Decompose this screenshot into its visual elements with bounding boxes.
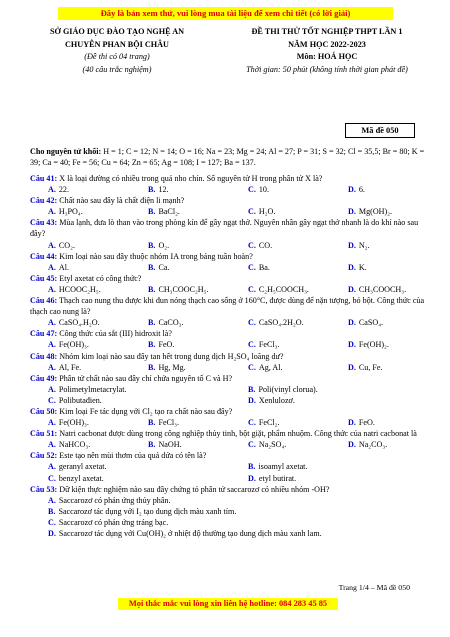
- option-text: CaSO₄.2H₂O.: [258, 318, 304, 328]
- answer-option: [30, 240, 130, 251]
- option-letter: B.: [148, 185, 156, 195]
- question-list: [30, 173, 430, 539]
- question-number: Câu 48:: [30, 351, 58, 361]
- option-letter: A.: [48, 318, 56, 328]
- option-text: etyl butirat.: [258, 473, 297, 483]
- answer-option: [130, 317, 230, 328]
- question-number: Câu 43:: [30, 218, 58, 228]
- option-letter: D.: [248, 395, 256, 405]
- option-letter: B.: [148, 340, 156, 350]
- answer-option: [330, 339, 430, 350]
- question-text: Thạch cao nung thu được khi đun nóng thạch cao sống ở 160°C, được dùng để nặn tượng, bó bột. Công thức của thạch cao nung là?: [30, 296, 425, 317]
- option-letter: A.: [48, 462, 56, 472]
- option-letter: A.: [48, 284, 56, 294]
- question-number: Câu 47:: [30, 329, 58, 339]
- question-text: Dữ kiện thực nghiệm nào sau đây chứng tỏ phân tử saccarozơ có nhiều nhóm -OH?: [59, 484, 330, 494]
- option-letter: C.: [248, 207, 256, 217]
- option-letter: D.: [48, 529, 56, 538]
- option-text: Al.: [58, 262, 69, 272]
- answer-options: [30, 461, 430, 472]
- school-name: CHUYÊN PHAN BỘI CHÂU: [65, 39, 169, 49]
- option-letter: A.: [48, 362, 56, 372]
- page-count-note: (Đề thi có 04 trang): [84, 52, 150, 61]
- option-letter: B.: [148, 207, 156, 217]
- option-letter: C.: [48, 395, 56, 405]
- answer-option: [30, 184, 130, 195]
- option-letter: B.: [148, 318, 156, 328]
- option-letter: A.: [48, 185, 56, 195]
- option-letter: B.: [148, 362, 156, 372]
- answer-option: [130, 262, 230, 273]
- option-letter: D.: [348, 340, 356, 350]
- answer-options: [30, 439, 430, 450]
- option-text: Fe(OH)₃.: [58, 418, 89, 428]
- question-stem: [30, 450, 430, 461]
- answer-options: [30, 206, 430, 217]
- question-text: Este tạo nên mùi thơm của quả dứa có tên là?: [59, 451, 207, 461]
- option-text: CH₃COOC₂H₅.: [158, 284, 209, 294]
- option-text: 22.: [58, 185, 69, 195]
- option-text: Ag, Al.: [258, 362, 283, 372]
- option-letter: A.: [48, 384, 56, 394]
- question-stem: [30, 173, 430, 184]
- answer-option: [330, 184, 430, 195]
- option-letter: C.: [248, 440, 256, 450]
- top-notice-text: Đây là bản xem thử, vui lòng mua tài liệu để xem chi tiết (có lời giải): [100, 8, 351, 18]
- option-text: Poli(vinyl clorua).: [258, 384, 318, 394]
- option-text: benzyl axetat.: [58, 473, 104, 483]
- question-number: Câu 49:: [30, 373, 58, 383]
- option-letter: B.: [148, 240, 156, 250]
- answer-option: [230, 384, 430, 395]
- answer-option: [30, 473, 230, 484]
- option-letter: C.: [248, 185, 256, 195]
- question-number: Câu 42:: [30, 196, 58, 206]
- option-text: FeCl₃.: [158, 418, 180, 428]
- answer-option: [30, 461, 230, 472]
- answer-option: [330, 284, 430, 295]
- option-text: Ca.: [158, 262, 170, 272]
- question-number: Câu 51:: [30, 429, 58, 439]
- answer-option: [30, 206, 130, 217]
- answer-option: [130, 362, 230, 373]
- option-text: Cu, Fe.: [358, 362, 383, 372]
- answer-option: [30, 339, 130, 350]
- question-stem: [30, 428, 430, 439]
- question-stem: [30, 217, 430, 239]
- answer-option: [230, 362, 330, 373]
- answer-option: [30, 439, 130, 450]
- question-number: Câu 45:: [30, 273, 58, 283]
- option-letter: A.: [48, 207, 56, 217]
- question-text: Phân tử chất nào sau đây chỉ chứa nguyên tố C và H?: [59, 373, 233, 383]
- question-text: Mùa lạnh, đưa lò than vào trong phòng kín để gây ngạt thở. Nguyên nhân gây ngạt thở nhanh là do khí nào sau đây?: [30, 218, 419, 239]
- option-text: Saccarozơ có phản ứng thủy phân.: [58, 495, 171, 505]
- option-text: FeCl₂.: [258, 418, 280, 428]
- answer-option: [230, 439, 330, 450]
- option-letter: C.: [248, 362, 256, 372]
- answer-options: [30, 395, 430, 406]
- answer-option: [230, 284, 330, 295]
- answer-option: [30, 317, 130, 328]
- option-text: H₂O.: [258, 207, 276, 217]
- option-letter: B.: [248, 462, 256, 472]
- answer-option: [30, 528, 430, 539]
- option-text: Al, Fe.: [58, 362, 82, 372]
- option-text: Na₂CO₃.: [358, 440, 388, 450]
- question-stem: [30, 351, 430, 362]
- answer-option: [130, 240, 230, 251]
- option-text: CO₂.: [58, 240, 75, 250]
- option-letter: B.: [148, 440, 156, 450]
- option-letter: A.: [48, 340, 56, 350]
- option-letter: A.: [48, 495, 56, 505]
- option-letter: A.: [48, 240, 56, 250]
- question-number: Câu 53:: [30, 484, 58, 494]
- answer-option: [30, 417, 130, 428]
- question-text: Etyl axetat có công thức?: [59, 273, 142, 283]
- answer-option: [30, 517, 430, 528]
- option-text: geranyl axetat.: [58, 462, 107, 472]
- option-text: FeO.: [358, 418, 375, 428]
- answer-option: [30, 395, 230, 406]
- option-letter: C.: [248, 240, 256, 250]
- answer-option: [230, 240, 330, 251]
- question-stem: [30, 195, 430, 206]
- answer-option: [30, 262, 130, 273]
- option-letter: B.: [148, 262, 156, 272]
- answer-option: [30, 384, 230, 395]
- question-stem: [30, 328, 430, 339]
- question-number: Câu 50:: [30, 406, 58, 416]
- department-name: SỞ GIÁO DỤC ĐÀO TẠO NGHỆ AN: [49, 27, 185, 36]
- option-letter: B.: [148, 418, 156, 428]
- question-number: Câu 44:: [30, 251, 58, 261]
- option-text: Fe(OH)₃.: [58, 340, 89, 350]
- answer-options: [30, 184, 430, 195]
- answer-option: [130, 417, 230, 428]
- option-letter: D.: [348, 262, 356, 272]
- answer-option: [230, 206, 330, 217]
- answer-options: [30, 284, 430, 295]
- option-text: BaCl₂.: [158, 207, 180, 217]
- question-text: Công thức của sắt (III) hidroxit là?: [59, 329, 172, 339]
- question-stem: [30, 484, 430, 495]
- answer-options: [30, 240, 430, 251]
- atomic-masses: [30, 146, 430, 169]
- subject: Môn: HOÁ HỌC: [296, 52, 358, 61]
- answer-option: [130, 184, 230, 195]
- answer-option: [230, 317, 330, 328]
- answer-options: [30, 417, 430, 428]
- option-text: Mg(OH)₂.: [358, 207, 393, 217]
- option-text: Hg, Mg.: [158, 362, 186, 372]
- answer-options: [30, 317, 430, 328]
- option-letter: D.: [348, 207, 356, 217]
- answer-option: [330, 317, 430, 328]
- option-text: HCOOC₂H₅.: [58, 284, 101, 294]
- option-text: O₂.: [158, 240, 170, 250]
- option-letter: D.: [348, 185, 356, 195]
- answer-option: [330, 262, 430, 273]
- option-text: Saccarozơ tác dụng với Cu(OH)₂ ở nhiệt độ thường tạo dung dịch màu xanh lam.: [58, 529, 322, 538]
- option-text: NaHCO₃.: [58, 440, 91, 450]
- answer-options: [30, 262, 430, 273]
- option-text: CaCO₃.: [158, 318, 184, 328]
- top-notice-banner: [58, 7, 393, 20]
- duration: Thời gian: 50 phút (không tính thời gian phát đề): [246, 64, 408, 74]
- answer-option: [330, 362, 430, 373]
- exam-code-box: Mã đề 050: [345, 123, 415, 138]
- option-text: N₂.: [358, 240, 370, 250]
- answer-option: [330, 417, 430, 428]
- option-letter: B.: [148, 284, 156, 294]
- option-letter: D.: [348, 284, 356, 294]
- atomic-masses-label: Cho nguyên tử khối:: [30, 147, 102, 156]
- option-letter: C.: [248, 318, 256, 328]
- option-letter: B.: [248, 384, 256, 394]
- school-year: NĂM HỌC 2022-2023: [288, 39, 366, 49]
- question-text: Kim loại nào sau đây thuộc nhóm IA trong bảng tuần hoàn?: [59, 251, 253, 261]
- option-letter: D.: [248, 473, 256, 483]
- bottom-notice-banner: [118, 598, 338, 610]
- option-text: CH₃COOCH₃.: [358, 284, 407, 294]
- header-left: [22, 26, 212, 76]
- option-letter: D.: [348, 240, 356, 250]
- answer-option: [130, 284, 230, 295]
- answer-option: [30, 362, 130, 373]
- answer-option: [230, 395, 430, 406]
- option-text: H₃PO₄.: [58, 207, 83, 217]
- question-stem: [30, 406, 430, 417]
- option-text: FeCl₃.: [258, 340, 280, 350]
- answer-option: [130, 439, 230, 450]
- option-text: C₂H₅COOCH₃.: [258, 284, 309, 294]
- answer-options: [30, 339, 430, 350]
- answer-option: [130, 206, 230, 217]
- option-letter: C.: [248, 284, 256, 294]
- option-letter: D.: [348, 418, 356, 428]
- option-letter: A.: [48, 262, 56, 272]
- option-letter: C.: [248, 340, 256, 350]
- option-text: K.: [358, 262, 367, 272]
- answer-option: [230, 461, 430, 472]
- answer-option: [230, 417, 330, 428]
- option-text: CaSO₄.: [358, 318, 384, 328]
- answer-option: [230, 473, 430, 484]
- answer-option: [230, 262, 330, 273]
- answer-options: [30, 362, 430, 373]
- option-text: Na₂SO₄.: [258, 440, 287, 450]
- option-text: Polibutađien.: [58, 395, 102, 405]
- question-text: Nhóm kim loại nào sau đây tan hết trong dung dịch H₂SO₄ loãng dư?: [59, 351, 284, 361]
- option-text: Polimetylmetacrylat.: [58, 384, 127, 394]
- option-text: CaSO₄.H₂O.: [58, 318, 100, 328]
- question-text: Chất nào sau đây là chất điện li mạnh?: [59, 196, 185, 206]
- question-text: Natri cacbonat được dùng trong công nghiệp thủy tinh, bột giặt, phẩm nhuộm. Công thức của natri cacbonat là: [59, 429, 417, 439]
- option-text: Saccarozơ tác dụng với I₂ tạo dung dịch màu xanh tím.: [58, 506, 237, 516]
- option-letter: A.: [48, 418, 56, 428]
- answer-option: [330, 240, 430, 251]
- question-text: X là loại đường có nhiều trong quả nho chín. Số nguyên tử H trong phân tử X là?: [59, 174, 323, 183]
- answer-option: [230, 339, 330, 350]
- answer-option: [30, 495, 430, 506]
- option-letter: D.: [348, 318, 356, 328]
- question-stem: [30, 373, 430, 384]
- question-stem: [30, 295, 430, 317]
- option-text: NaOH.: [158, 440, 182, 450]
- option-letter: B.: [48, 506, 56, 516]
- header-right: [212, 26, 442, 76]
- answer-options: [30, 384, 430, 395]
- option-text: CO.: [258, 240, 273, 250]
- option-letter: C.: [248, 262, 256, 272]
- answer-option: [230, 184, 330, 195]
- option-text: Ba.: [258, 262, 270, 272]
- option-text: FeO.: [158, 340, 175, 350]
- answer-options: [30, 473, 430, 484]
- question-stem: [30, 251, 430, 262]
- exam-title: ĐỀ THI THỬ TỐT NGHIỆP THPT LẦN 1: [251, 27, 403, 36]
- question-number: Câu 52:: [30, 451, 58, 461]
- answer-option: [130, 339, 230, 350]
- answer-option: [330, 439, 430, 450]
- option-letter: C.: [248, 418, 256, 428]
- answer-option: [30, 284, 130, 295]
- option-letter: C.: [48, 517, 56, 527]
- question-number: Câu 46:: [30, 296, 58, 306]
- option-text: Xenlulozơ.: [258, 395, 295, 405]
- answer-option: [330, 206, 430, 217]
- option-text: 12.: [158, 185, 169, 195]
- option-text: 6.: [358, 185, 365, 195]
- bottom-notice-text: Mọi thắc mắc vui lòng xin liên hệ hotline: 084 283 45 85: [128, 599, 328, 608]
- page-footer: Trang 1/4 – Mã đề 050: [338, 583, 410, 592]
- option-text: 10.: [258, 185, 269, 195]
- option-text: Saccarozơ có phản ứng tráng bạc.: [58, 517, 169, 527]
- answer-option: [30, 506, 430, 517]
- question-number: Câu 41:: [30, 174, 58, 183]
- option-letter: A.: [48, 440, 56, 450]
- option-text: isoamyl axetat.: [258, 462, 308, 472]
- option-letter: C.: [48, 473, 56, 483]
- question-stem: [30, 273, 430, 284]
- option-text: Fe(OH)₂.: [358, 340, 389, 350]
- question-text: Kim loại Fe tác dụng với Cl₂ tạo ra chất nào sau đây?: [59, 406, 233, 416]
- atomic-masses-values: H = 1; C = 12; N = 14; O = 16; Na = 23; Mg = 24; Al = 27; P = 31; S = 32; Cl = 35,5; Br = 80; K = 39; Ca = 40; Fe = 56; Cu = 64; Zn = 65; Ag = 108; I = 127; Ba = 137.: [30, 147, 425, 168]
- question-count-note: (40 câu trắc nghiệm): [82, 64, 152, 74]
- option-letter: D.: [348, 440, 356, 450]
- option-letter: D.: [348, 362, 356, 372]
